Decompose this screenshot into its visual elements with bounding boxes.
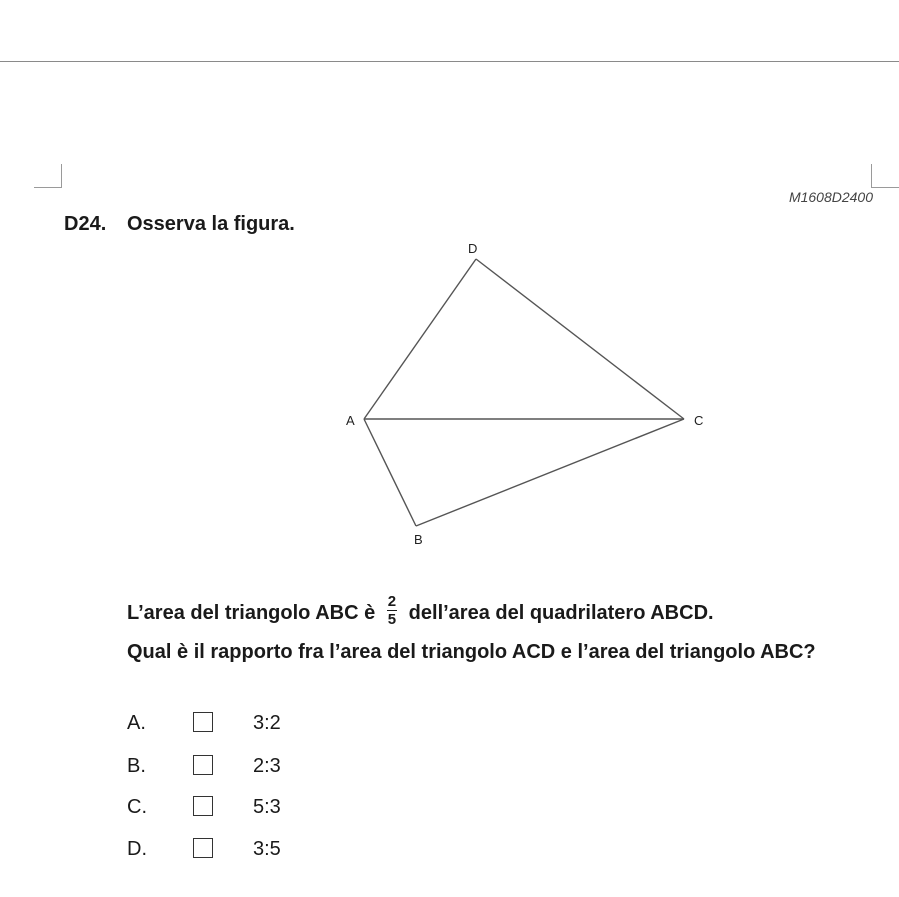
- option-checkbox[interactable]: [193, 712, 213, 732]
- fraction-numerator: 2: [387, 593, 397, 610]
- option-letter: A.: [127, 712, 146, 734]
- option-letter: D.: [127, 838, 147, 860]
- side-ba: [364, 419, 416, 526]
- fraction-denominator: 5: [387, 611, 397, 628]
- option-a: [127, 712, 327, 736]
- question-stem-line2: Qual è il rapporto fra l’area del triangolo ACD e l’area del triangolo ABC?: [127, 641, 816, 663]
- question-intro: Osserva la figura.: [127, 213, 295, 235]
- question-number: D24.: [64, 213, 107, 235]
- option-text: 3:2: [253, 712, 281, 734]
- option-d: [127, 838, 327, 862]
- vertex-label-d: D: [468, 241, 478, 256]
- option-checkbox[interactable]: [193, 796, 213, 816]
- option-c: [127, 796, 327, 820]
- side-dc: [476, 259, 684, 419]
- option-letter: C.: [127, 796, 147, 818]
- option-letter: B.: [127, 755, 146, 777]
- option-text: 3:5: [253, 838, 281, 860]
- item-code: M1608D2400: [788, 189, 873, 205]
- vertex-label-b: B: [414, 532, 423, 547]
- fraction: [387, 593, 397, 628]
- question-stem-line1: [127, 593, 714, 631]
- side-ad: [364, 259, 476, 419]
- side-cb: [416, 419, 684, 526]
- option-text: 2:3: [253, 755, 281, 777]
- option-b: [127, 755, 327, 779]
- vertex-label-a: A: [346, 413, 355, 428]
- option-text: 5:3: [253, 796, 281, 818]
- option-checkbox[interactable]: [193, 755, 213, 775]
- stem-text-before: L’area del triangolo ABC è: [127, 601, 376, 624]
- option-checkbox[interactable]: [193, 838, 213, 858]
- stem-text-after: dell’area del quadrilatero ABCD.: [408, 601, 714, 624]
- vertex-label-c: C: [694, 413, 704, 428]
